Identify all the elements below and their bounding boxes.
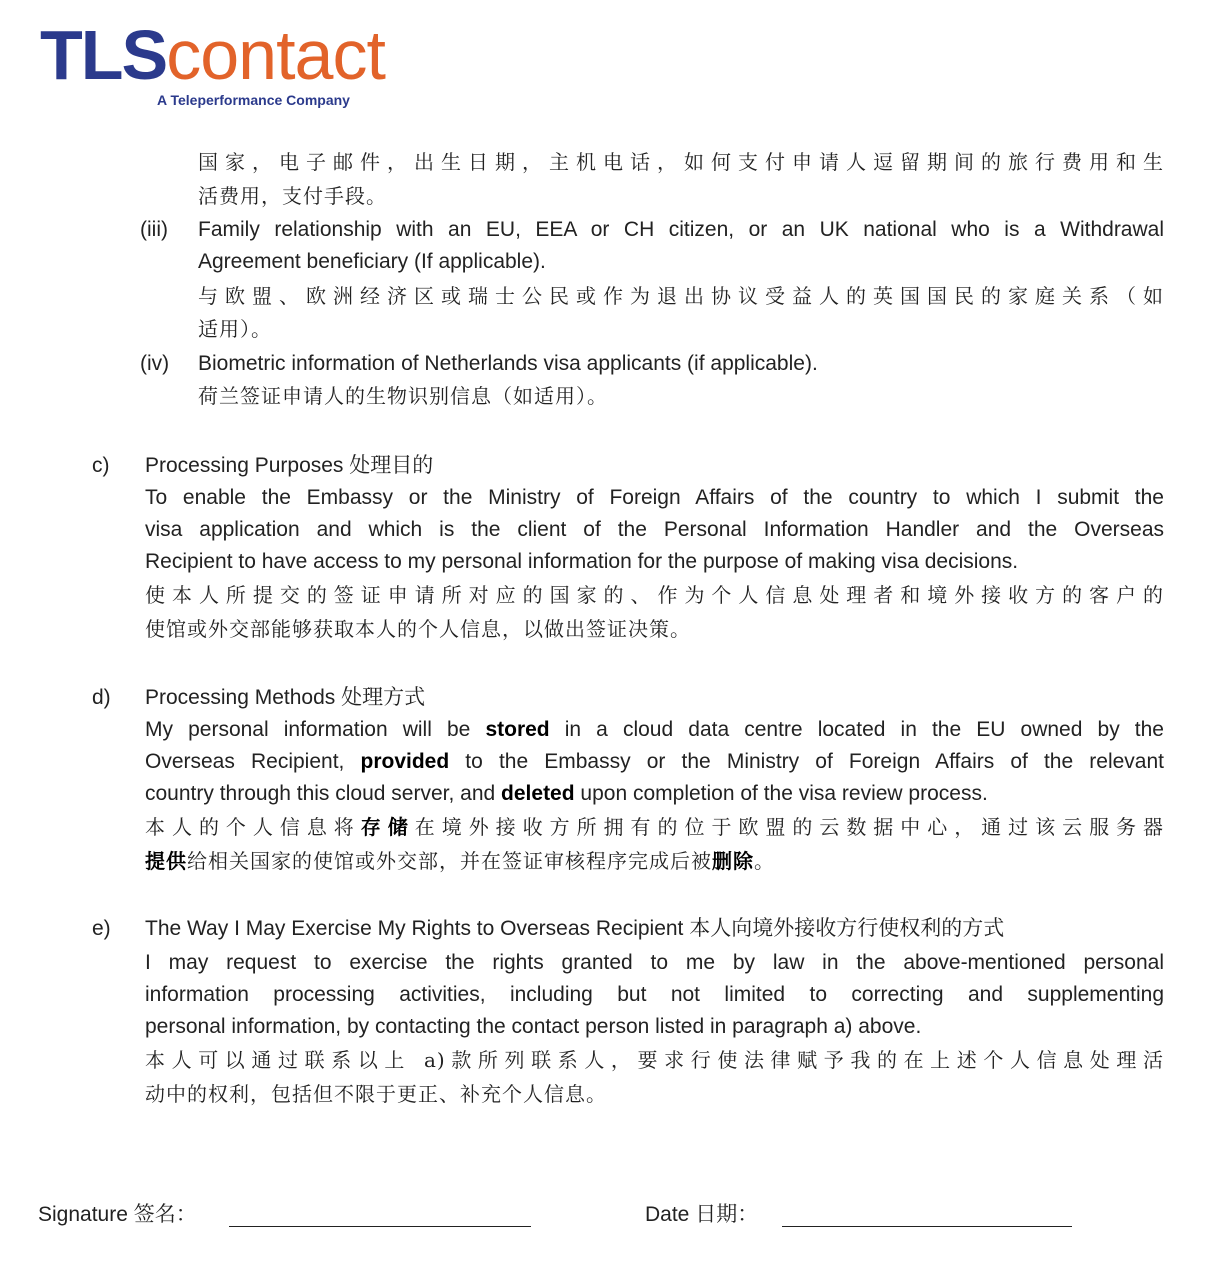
tlscontact-logo bbox=[40, 16, 385, 108]
section-c-en-line-1: To enable the Embassy or the Ministry of Foreign Affairs of the country to which I submit the bbox=[145, 486, 1164, 509]
signature-field[interactable] bbox=[229, 1226, 531, 1227]
section-c-en-line-3: Recipient to have access to my personal information for the purpose of making visa decisions. bbox=[145, 550, 1019, 573]
section-d-title: Processing Methods 处理方式 bbox=[145, 686, 426, 709]
section-c-zh-line-2: 使馆或外交部能够获取本人的个人信息，以做出签证决策。 bbox=[145, 617, 691, 641]
item-iv-marker: (iv) bbox=[140, 352, 170, 375]
intro-zh-line-1: 国家，电子邮件，出生日期，主机电话，如何支付申请人逗留期间的旅行费用和生 bbox=[198, 150, 1164, 174]
item-iii-zh-line-2: 适用）。 bbox=[198, 317, 272, 341]
deleted-zh-emphasis: 删除 bbox=[712, 849, 754, 873]
logo-contact-text: contact bbox=[166, 16, 385, 94]
section-e-en-line-3: personal information, by contacting the contact person listed in paragraph a) above. bbox=[145, 1015, 922, 1038]
section-c-en-line-2: visa application and which is the client of the Personal Information Handler and the Overseas bbox=[145, 518, 1164, 541]
item-iii-zh-line-1: 与欧盟、欧洲经济区或瑞士公民或作为退出协议受益人的英国国民的家庭关系（如 bbox=[198, 284, 1164, 308]
section-d-marker: d) bbox=[92, 686, 111, 709]
logo-tagline: A Teleperformance Company bbox=[157, 92, 350, 108]
date-label: Date 日期： bbox=[645, 1203, 759, 1226]
date-field[interactable] bbox=[782, 1226, 1072, 1227]
section-d-en-line-1: My personal information will be stored in a cloud data centre located in the EU owned by the bbox=[145, 718, 1164, 741]
section-d-en-line-3: country through this cloud server, and deleted upon completion of the visa review process. bbox=[145, 782, 988, 805]
stored-zh-emphasis: 存储 bbox=[360, 815, 415, 839]
signature-label: Signature 签名： bbox=[38, 1203, 197, 1226]
section-c-title: Processing Purposes 处理目的 bbox=[145, 454, 434, 477]
logo-tls-text: TLS bbox=[40, 16, 167, 94]
provided-zh-emphasis: 提供 bbox=[145, 849, 187, 873]
section-e-title: The Way I May Exercise My Rights to Overseas Recipient 本人向境外接收方行使权利的方式 bbox=[145, 917, 1005, 940]
section-e-marker: e) bbox=[92, 917, 111, 940]
stored-emphasis: stored bbox=[485, 718, 550, 741]
section-e-zh-line-2: 动中的权利，包括但不限于更正、补充个人信息。 bbox=[145, 1082, 607, 1106]
deleted-emphasis: deleted bbox=[501, 782, 575, 805]
item-iv-en: Biometric information of Netherlands visa applicants (if applicable). bbox=[198, 352, 818, 375]
section-c-marker: c) bbox=[92, 454, 110, 477]
section-e-en-line-2: information processing activities, including but not limited to correcting and supplementing bbox=[145, 983, 1164, 1006]
intro-zh-line-2: 活费用，支付手段。 bbox=[198, 184, 387, 208]
section-e-zh-line-1: 本人可以通过联系以上 a)款所列联系人，要求行使法律赋予我的在上述个人信息处理活 bbox=[145, 1048, 1164, 1072]
provided-emphasis: provided bbox=[360, 750, 450, 773]
section-e-en-line-1: I may request to exercise the rights granted to me by law in the above-mentioned personal bbox=[145, 951, 1164, 974]
item-iii-en-line-2: Agreement beneficiary (If applicable). bbox=[198, 250, 546, 273]
item-iii-en-line-1: Family relationship with an EU, EEA or CH citizen, or an UK national who is a Withdrawal bbox=[198, 218, 1164, 241]
section-d-zh-line-1: 本人的个人信息将存储在境外接收方所拥有的位于欧盟的云数据中心，通过该云服务器 bbox=[145, 815, 1165, 839]
section-d-en-line-2: Overseas Recipient, provided to the Embassy or the Ministry of Foreign Affairs of the relevant bbox=[145, 750, 1164, 773]
section-d-zh-line-2: 提供给相关国家的使馆或外交部，并在签证审核程序完成后被删除。 bbox=[145, 849, 775, 873]
item-iii-marker: (iii) bbox=[140, 218, 168, 241]
item-iv-zh: 荷兰签证申请人的生物识别信息（如适用）。 bbox=[198, 384, 608, 408]
section-c-zh-line-1: 使本人所提交的签证申请所对应的国家的、作为个人信息处理者和境外接收方的客户的 bbox=[145, 583, 1164, 607]
